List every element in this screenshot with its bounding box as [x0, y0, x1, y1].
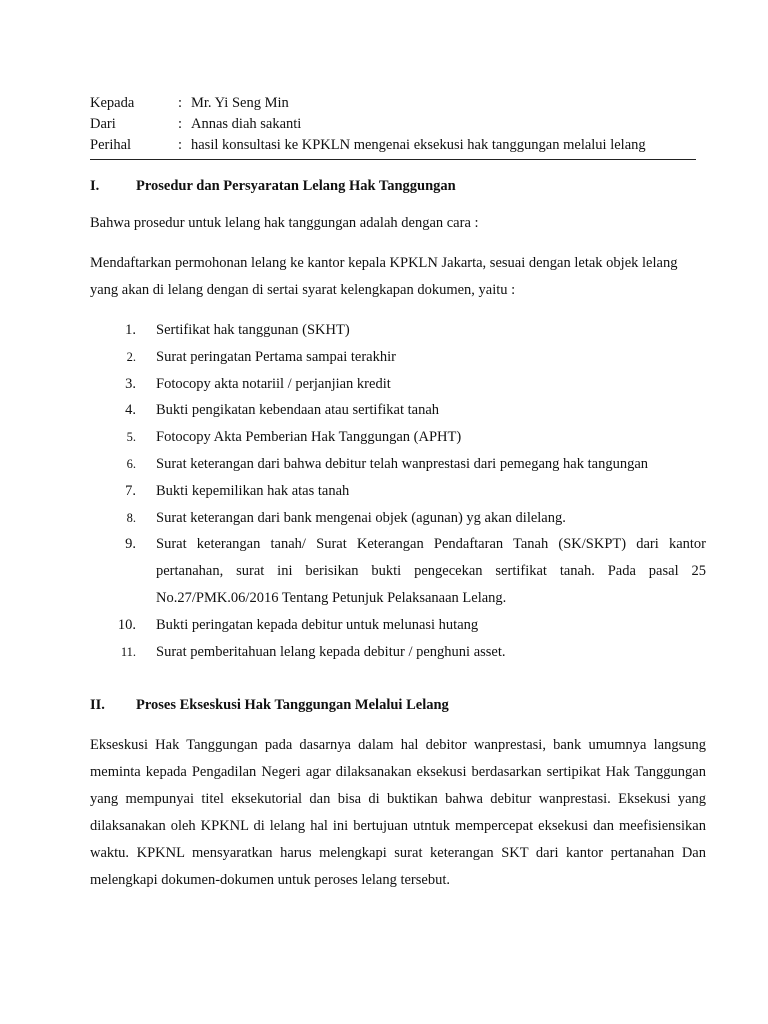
list-item-text: Sertifikat hak tanggunan (SKHT): [156, 322, 350, 338]
section-1-number: I.: [90, 178, 100, 194]
list-item-number: 6.: [126, 456, 136, 471]
section-1-intro: Bahwa prosedur untuk lelang hak tanggungan adalah dengan cara :: [90, 215, 479, 231]
list-item: [90, 451, 706, 478]
list-item: [90, 639, 706, 666]
list-item-text: Bukti peringatan kepada debitur untuk melunasi hutang: [156, 616, 479, 633]
list-item-number: 2.: [126, 349, 136, 364]
list-item-number: 7.: [125, 482, 136, 499]
memo-from-value: Annas diah sakanti: [191, 116, 302, 132]
header-divider-left: [90, 159, 140, 160]
list-item-number: 9.: [125, 536, 136, 553]
list-item: [90, 478, 706, 505]
memo-row-subject: [90, 135, 690, 156]
memo-colon: :: [178, 137, 183, 153]
list-item: [90, 612, 706, 639]
section-1-paragraph: Mendaftarkan permohonan lelang ke kantor kepala KPKLN Jakarta, sesuai dengan letak objek lelang yang akan di lelang dengan di sertai syarat kelengkapan dokumen, yaitu :: [90, 255, 678, 298]
memo-to-value: Mr. Yi Seng Min: [191, 95, 289, 111]
memo-row-from: [90, 114, 690, 135]
memo-from-label: Dari: [90, 116, 116, 132]
memo-colon: :: [178, 95, 183, 111]
list-item: [90, 317, 706, 344]
list-item-text: Surat keterangan dari bank mengenai objek (agunan) yg akan dilelang.: [156, 509, 566, 526]
list-item-number: 5.: [126, 430, 136, 445]
memo-to-label: Kepada: [90, 95, 135, 111]
memo-colon: :: [178, 116, 183, 132]
list-item-text: Surat pemberitahuan lelang kepada debitur / penghuni asset.: [156, 643, 506, 660]
list-item: [90, 505, 706, 532]
list-item-text: Fotocopy Akta Pemberian Hak Tanggungan (APHT): [156, 429, 462, 446]
list-item-number: 1.: [125, 322, 136, 338]
list-item: [90, 397, 706, 424]
list-item-text: Surat keterangan tanah/ Surat Keterangan Pendaftaran Tanah (SK/SKPT) dari kantor pertanahan, surat ini berisikan bukti pengecekan sertifikat tanah. Pada pasal 25 No.27/PMK.06/2016 Tentang Petunjuk Pelaksanaan Lelang.: [156, 536, 706, 606]
memo-row-to: [90, 93, 690, 114]
list-item: [90, 531, 706, 611]
list-item-text: Bukti kepemilikan hak atas tanah: [156, 482, 350, 499]
list-item-number: 11.: [120, 644, 136, 659]
requirements-list: [90, 317, 706, 665]
section-2-title: Proses Ekseskusi Hak Tanggungan Melalui Lelang: [136, 697, 449, 713]
list-item-text: Fotocopy akta notariil / perjanjian kredit: [156, 375, 391, 392]
header-divider-right: [140, 159, 696, 160]
memo-subject-label: Perihal: [90, 137, 132, 153]
section-1-title: Prosedur dan Persyaratan Lelang Hak Tanggungan: [136, 178, 456, 194]
list-item-number: 10.: [117, 616, 136, 633]
list-item: [90, 344, 706, 371]
list-item-number: 4.: [125, 402, 136, 419]
section-2-paragraph: Ekseskusi Hak Tanggungan pada dasarnya dalam hal debitor wanprestasi, bank umumnya langsung meminta kepada Pengadilan Negeri agar dilaksanakan eksekusi berdasarkan sertipikat Hak Tanggungan yang mempunyai titel eksekutorial dan bisa di buktikan bahwa debitur wanprestasi. Eksekusi yang dilaksanakan oleh KPKNL di lelang hal ini bertujuan utntuk mempercepat eksekusi dan meefisiensikan waktu. KPKNL mensyaratkan harus melengkapi surat keterangan SKT dari kantor pertanahan Dan melengkapi dokumen-dokumen untuk peroses lelang tersebut.: [90, 737, 706, 888]
section-1-heading: [90, 176, 456, 196]
section-2-number: II.: [90, 697, 105, 713]
list-item-text: Bukti pengikatan kebendaan atau sertifikat tanah: [156, 402, 440, 419]
memo-header: [90, 93, 690, 156]
list-item-text: Surat keterangan dari bahwa debitur telah wanprestasi dari pemegang hak tangungan: [156, 455, 649, 472]
section-2-heading: [90, 695, 449, 715]
list-item: [90, 424, 706, 451]
list-item-number: 3.: [125, 375, 136, 392]
memo-subject-value: hasil konsultasi ke KPKLN mengenai eksekusi hak tanggungan melalui lelang: [191, 137, 646, 153]
list-item: [90, 371, 706, 398]
list-item-number: 8.: [126, 510, 136, 525]
list-item-text: Surat peringatan Pertama sampai terakhir: [156, 348, 396, 365]
